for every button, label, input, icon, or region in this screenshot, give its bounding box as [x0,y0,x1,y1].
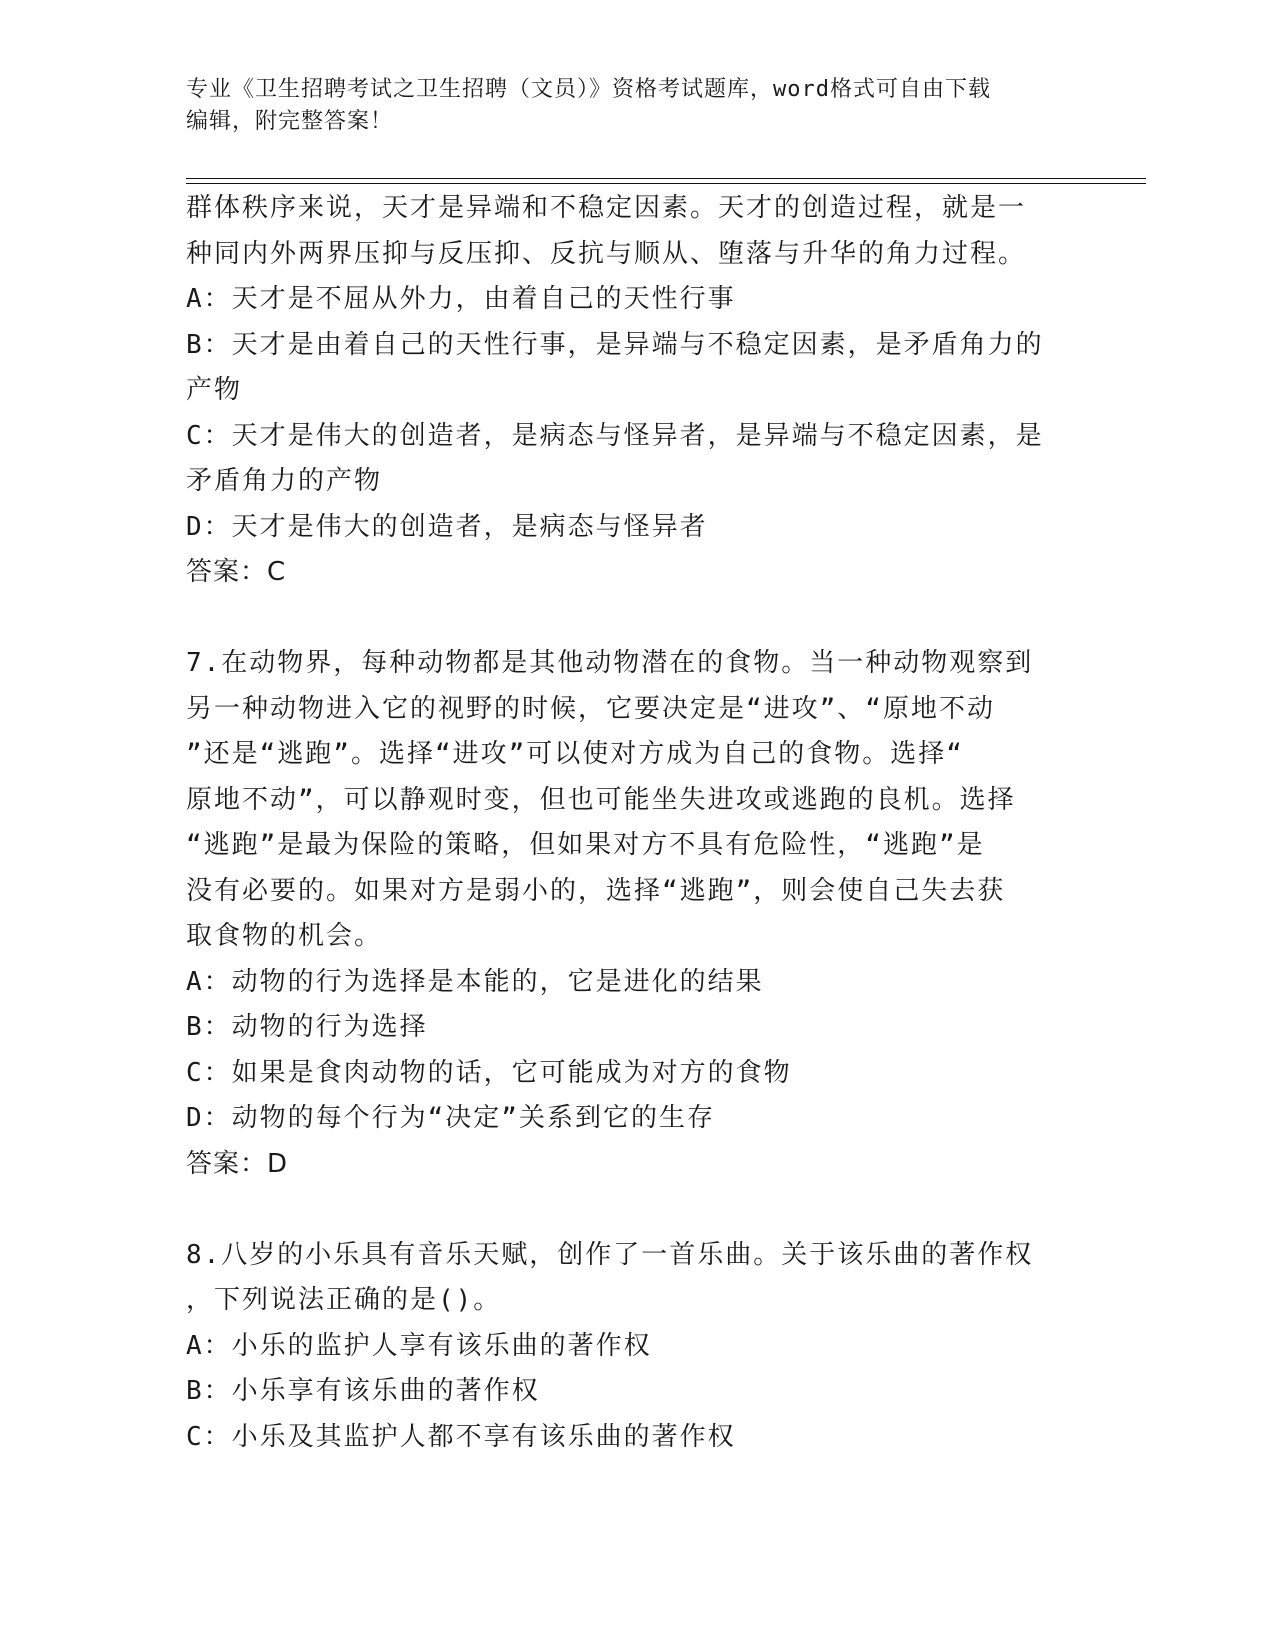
header-line-2: 编辑，附完整答案！ [186,109,394,134]
header-divider-top [186,178,1146,179]
option-c: C：如果是食肉动物的话，它可能成为对方的食物 [186,1057,792,1088]
header-line-1: 专业《卫生招聘考试之卫生招聘（文员）》资格考试题库，word格式可自由下载 [186,77,991,102]
question-text-line: 群体秩序来说，天才是异端和不稳定因素。天才的创造过程，就是一 [186,193,1027,223]
question-text-line: ”还是“逃跑”。选择“进攻”可以使对方成为自己的食物。选择“ [186,739,964,769]
question-6-continuation [186,186,1086,596]
option-b: B：天才是由着自己的天性行事，是异端与不稳定因素，是矛盾角力的 [186,329,1044,360]
option-d: D：天才是伟大的创造者，是病态与怪异者 [186,511,708,542]
option-b: B：动物的行为选择 [186,1012,428,1042]
question-text-line: 另一种动物进入它的视野的时候，它要决定是“进攻”、“原地不动 [186,693,995,724]
option-a: A：小乐的监护人享有该乐曲的著作权 [186,1330,652,1361]
question-7 [186,641,1086,1187]
spacer [186,596,1086,642]
question-text-line: 8.八岁的小乐具有音乐天赋，创作了一首乐曲。关于该乐曲的著作权 [186,1239,1034,1270]
question-text-line: 取食物的机会。 [186,921,383,951]
question-text-line: ，下列说法正确的是()。 [186,1285,502,1315]
option-d: D：动物的每个行为“决定”关系到它的生存 [186,1103,715,1133]
answer: 答案：D [186,1148,289,1179]
question-text-line: 7.在动物界，每种动物都是其他动物潜在的食物。当一种动物观察到 [186,648,1034,678]
answer: 答案：C [186,557,287,587]
document-body [186,186,1086,1460]
option-b-continued: 产物 [186,375,243,405]
question-text-line: “逃跑”是最为保险的策略，但如果对方不具有危险性，“逃跑”是 [186,830,985,860]
spacer [186,1187,1086,1233]
option-c: C：小乐及其监护人都不享有该乐曲的著作权 [186,1421,736,1452]
document-header [186,74,1086,138]
question-text-line: 没有必要的。如果对方是弱小的，选择“逃跑”，则会使自己失去获 [186,875,1006,906]
question-text-line: 种同内外两界压抑与反压抑、反抗与顺从、堕落与升华的角力过程。 [186,238,1027,269]
question-text-line: 原地不动”，可以静观时变，但也可能坐失进攻或逃跑的良机。选择 [186,784,1016,815]
option-c: C：天才是伟大的创造者，是病态与怪异者，是异端与不稳定因素，是 [186,420,1044,451]
option-a: A：动物的行为选择是本能的，它是进化的结果 [186,966,764,997]
option-b: B：小乐享有该乐曲的著作权 [186,1376,540,1406]
option-a: A：天才是不屈从外力，由着自己的天性行事 [186,284,736,314]
option-c-continued: 矛盾角力的产物 [186,466,383,496]
header-divider-bottom [186,183,1146,184]
question-8 [186,1233,1086,1461]
